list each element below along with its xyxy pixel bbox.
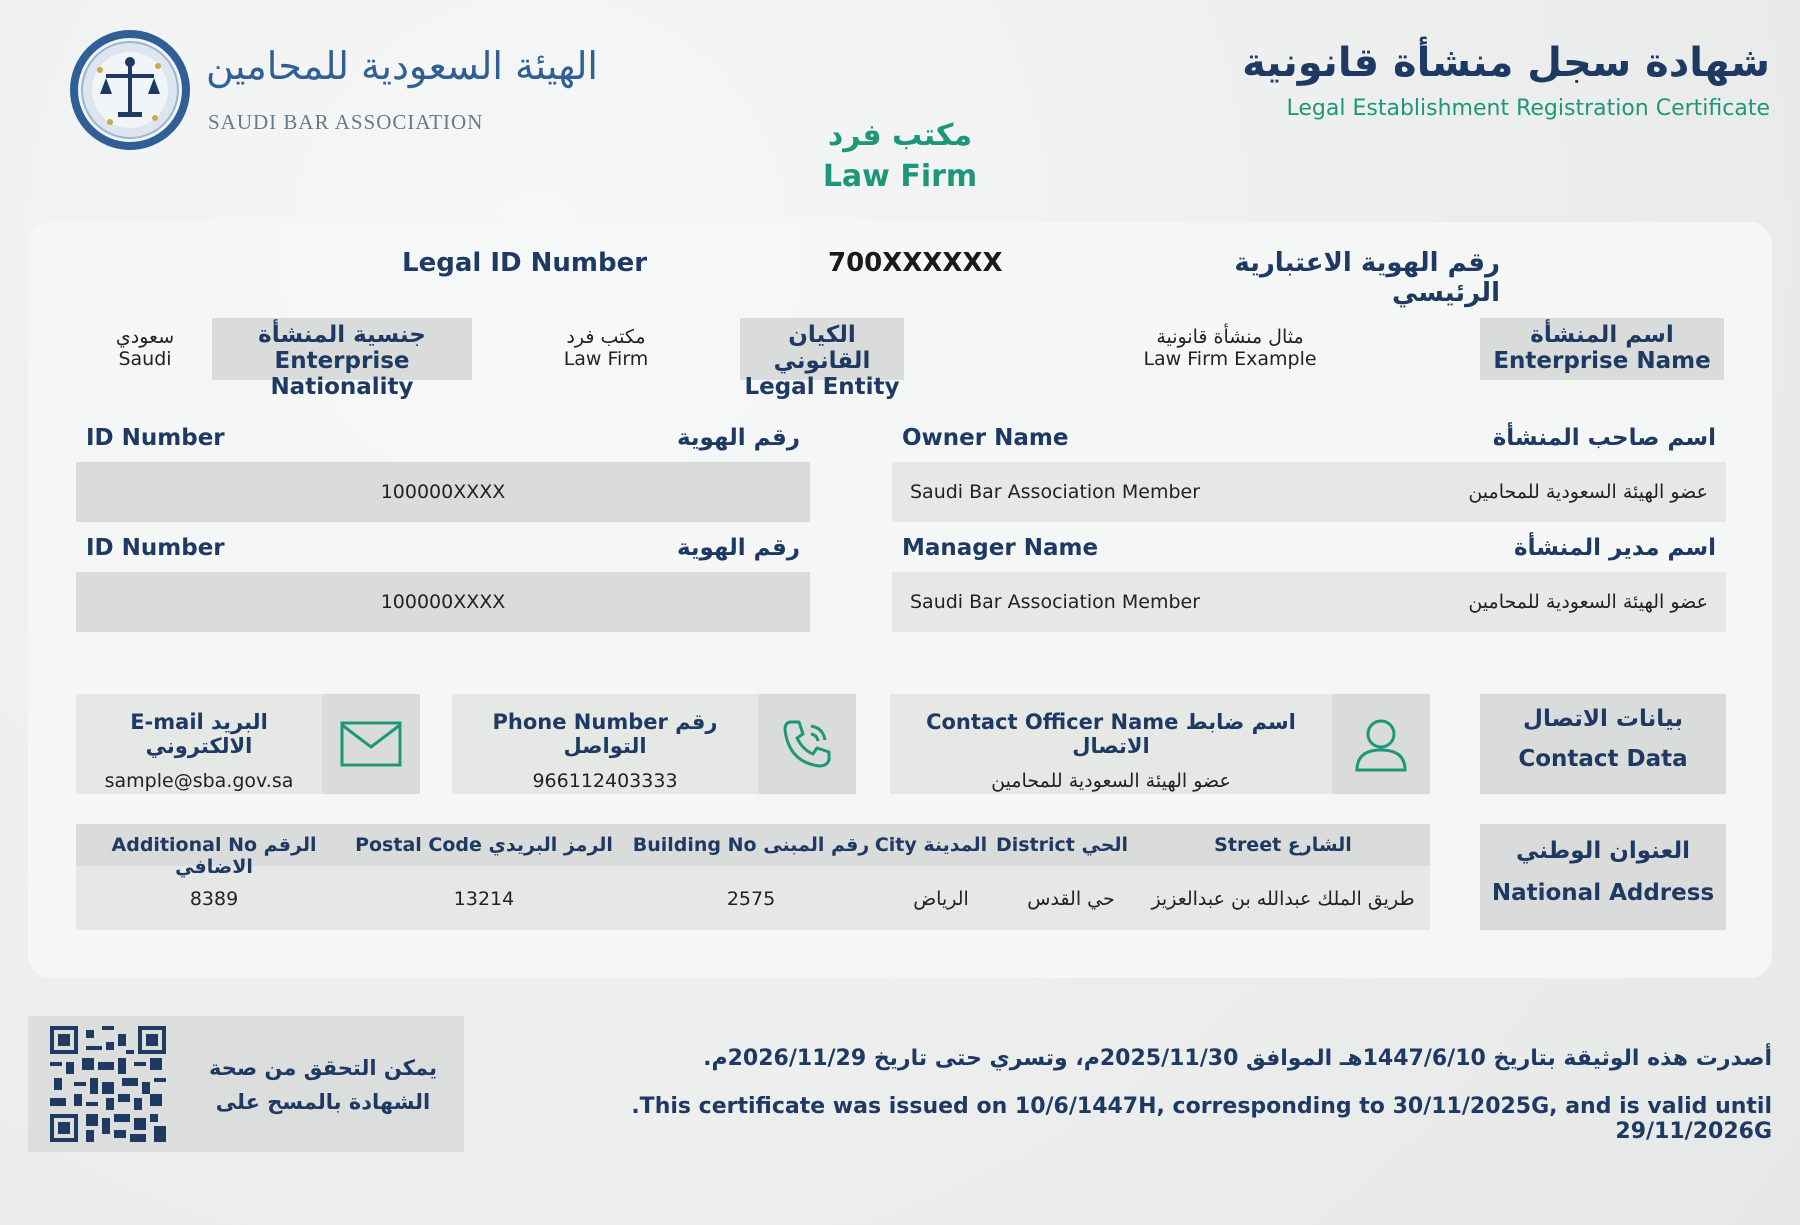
header-street: Street الشارع	[1214, 834, 1352, 856]
nationality-value-ar: سعودي	[115, 326, 175, 348]
manager-value-box	[892, 572, 1726, 632]
legal-entity-label-ar: الكيان القانوني	[773, 322, 871, 374]
email-card	[76, 694, 420, 794]
legal-entity-value	[520, 326, 692, 370]
phone-icon-box	[758, 694, 856, 794]
manager-value-en: Saudi Bar Association Member	[910, 591, 1201, 613]
phone-icon	[779, 716, 835, 772]
manager-id-box	[76, 572, 810, 632]
contact-officer-card	[890, 694, 1430, 794]
value-city: الرياض	[913, 888, 969, 910]
owner-label-ar: اسم صاحب المنشأة	[1492, 425, 1716, 451]
enterprise-name-value-en: Law Firm Example	[1143, 348, 1317, 370]
manager-id-value: 100000XXXX	[380, 591, 506, 613]
sba-logo	[70, 30, 598, 150]
owner-value-en: Saudi Bar Association Member	[910, 481, 1201, 503]
nationality-label-ar: جنسية المنشأة	[258, 322, 426, 348]
phone-value: 966112403333	[532, 770, 678, 792]
phone-label: Phone Number رقم التواصل	[492, 710, 718, 758]
nationality-label-en: Enterprise Nationality	[270, 348, 414, 400]
sba-emblem-icon	[70, 30, 190, 150]
logo-english: SAUDI BAR ASSOCIATION	[208, 110, 484, 134]
enterprise-name-value	[1080, 326, 1380, 370]
qr-block	[28, 1016, 464, 1152]
email-icon-box	[322, 694, 420, 794]
subtitle	[700, 118, 1100, 194]
qr-text-line1: يمكن التحقق من صحة	[209, 1056, 437, 1080]
nationality-label	[212, 318, 472, 400]
contact-section-label	[1480, 694, 1726, 794]
address-table	[76, 824, 1430, 930]
envelope-icon	[340, 721, 402, 767]
subtitle-english: Law Firm	[822, 159, 978, 194]
legal-entity-value-ar: مكتب فرد	[566, 326, 646, 348]
address-section-ar: العنوان الوطني	[1515, 838, 1691, 864]
value-district: حي القدس	[1027, 888, 1115, 910]
address-section-en: National Address	[1491, 880, 1715, 906]
owner-value-box	[892, 462, 1726, 522]
issue-text-arabic: أصدرت هذه الوثيقة بتاريخ 1447/6/10هـ الموافق 2025/11/30م، وتسري حتى تاريخ 2026/11/29م.	[703, 1046, 1772, 1071]
subtitle-arabic: مكتب فرد	[827, 118, 973, 153]
manager-label-ar: اسم مدير المنشأة	[1514, 535, 1716, 561]
manager-value-ar: عضو الهيئة السعودية للمحامين	[1468, 591, 1708, 613]
officer-label: Contact Officer Name اسم ضابط الاتصال	[926, 710, 1296, 758]
email-label: E-mail البريد الالكتروني	[130, 710, 268, 758]
legal-id-label-en: Legal ID Number	[402, 248, 648, 278]
enterprise-name-label-en: Enterprise Name	[1493, 348, 1711, 374]
owner-id-value: 100000XXXX	[380, 481, 506, 503]
owner-label-en: Owner Name	[902, 425, 1069, 451]
owner-id-label-en: ID Number	[86, 425, 225, 451]
address-section-label	[1480, 824, 1726, 930]
enterprise-name-label-ar: اسم المنشأة	[1530, 322, 1674, 348]
header-additional: Additional No الرقم الاضافي	[111, 834, 317, 878]
legal-id-label-ar: رقم الهوية الاعتبارية الرئيسي	[1234, 248, 1500, 308]
value-postal: 13214	[453, 888, 515, 910]
header-postal: Postal Code الرمز البريدي	[355, 834, 613, 856]
title-arabic: شهادة سجل منشأة قانونية	[1242, 40, 1770, 86]
officer-icon-box	[1332, 694, 1430, 794]
phone-card	[452, 694, 856, 794]
qr-text-line2: الشهادة بالمسح على	[215, 1090, 431, 1114]
qr-code-icon[interactable]	[50, 1026, 166, 1142]
legal-id-value: 700XXXXXX	[828, 248, 1003, 278]
owner-value-ar: عضو الهيئة السعودية للمحامين	[1468, 481, 1708, 503]
certificate-title	[1242, 40, 1770, 121]
legal-entity-value-en: Law Firm	[563, 348, 649, 370]
value-building: 2575	[726, 888, 776, 910]
title-english: Legal Establishment Registration Certificate	[1286, 96, 1770, 121]
owner-id-box	[76, 462, 810, 522]
manager-label-en: Manager Name	[902, 535, 1099, 561]
owner-id-label-ar: رقم الهوية	[676, 425, 800, 451]
manager-id-label-ar: رقم الهوية	[676, 535, 800, 561]
user-icon	[1353, 714, 1409, 774]
nationality-value	[90, 326, 200, 370]
officer-value: عضو الهيئة السعودية للمحامين	[991, 770, 1231, 792]
contact-section-ar: بيانات الاتصال	[1523, 706, 1683, 732]
legal-entity-label	[740, 318, 904, 400]
header-city: City المدينة	[874, 834, 988, 856]
enterprise-name-value-ar: مثال منشأة قانونية	[1156, 326, 1304, 348]
issue-text-english: .This certificate was issued on 10/6/1447H, corresponding to 30/11/2025G, and is valid until 29/11/2026G	[631, 1094, 1772, 1144]
legal-entity-label-en: Legal Entity	[744, 374, 900, 400]
manager-id-label-en: ID Number	[86, 535, 225, 561]
value-additional: 8389	[189, 888, 239, 910]
nationality-value-en: Saudi	[118, 348, 172, 370]
enterprise-name-label	[1480, 318, 1724, 380]
email-value: sample@sba.gov.sa	[104, 770, 294, 792]
contact-section-en: Contact Data	[1518, 746, 1688, 772]
logo-arabic: الهيئة السعودية للمحامين	[206, 44, 598, 88]
header-building: Building No رقم المبنى	[632, 834, 870, 856]
value-street: طريق الملك عبدالله بن عبدالعزيز	[1151, 888, 1415, 910]
header-district: District الحي	[995, 834, 1129, 856]
